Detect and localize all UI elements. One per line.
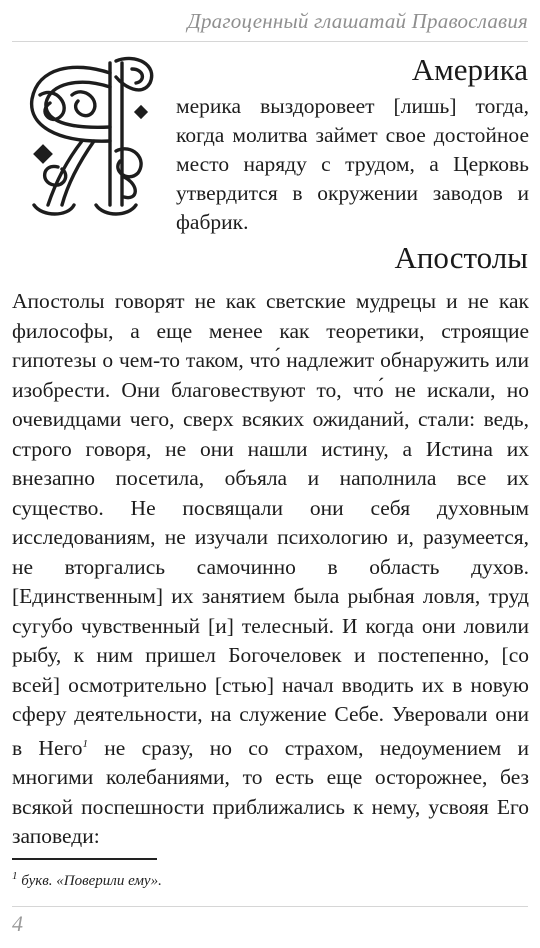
footer-divider <box>12 906 528 907</box>
page-number: 4 <box>12 911 23 936</box>
heading-america: Америка <box>411 52 528 87</box>
footnote-marker: 1 <box>12 870 18 882</box>
heading-apostles: Апостолы <box>394 240 528 275</box>
paragraph-apostles-part-2: не сразу, но со страхом, недоумением и многими колебаниями, то есть еще осторожнее, без всякой поспешности приближались к нему, усвояя Его заповеди: <box>12 735 529 849</box>
footnote <box>12 870 162 890</box>
footnote-divider <box>12 858 157 860</box>
paragraph-america: мерика выздоровеет [лишь] тогда, когда молитва займет свое достойное место наряду с трудом, а Церковь утвердится в окружении заводов и фабрик. <box>176 94 529 234</box>
header-divider <box>12 41 528 42</box>
footnote-reference[interactable]: 1 <box>82 737 89 750</box>
footnote-text: букв. «Поверили ему». <box>17 873 162 889</box>
paragraph-apostles <box>12 287 529 852</box>
paragraph-apostles-part-1: Апостолы говорят не как светские мудрецы и не как философы, а еще менее как теоретики, строящие гипотезы о чем-то таком, что́ надлежит обнаружить или изобрести. Они благовествуют то, что́ не искали, но очевидцами чего, сверх всяких ожиданий, стали: ведь, строго говоря, не они нашли истину, а Истина их внезапно посетила, объяла и наполнила все их существо. Не посвящали они себя духовным исследованиям, не изучали психологию и, разумеется, не вторгались самочинно в область духов. [Единственным] их занятием была рыбная ловля, труд сугубо чувственный [и] телесный. И когда они ловили рыбу, к ним пришел Богочеловек и постепенно, [со всей] осмотрительно [стью] начал вводить их в новую сферу деятельности, на служение Себе. Уверовали они в Него <box>12 289 529 760</box>
ornamental-knotwork-initial-icon <box>12 55 164 225</box>
running-header: Драгоценный глашатай Православия <box>187 9 528 33</box>
